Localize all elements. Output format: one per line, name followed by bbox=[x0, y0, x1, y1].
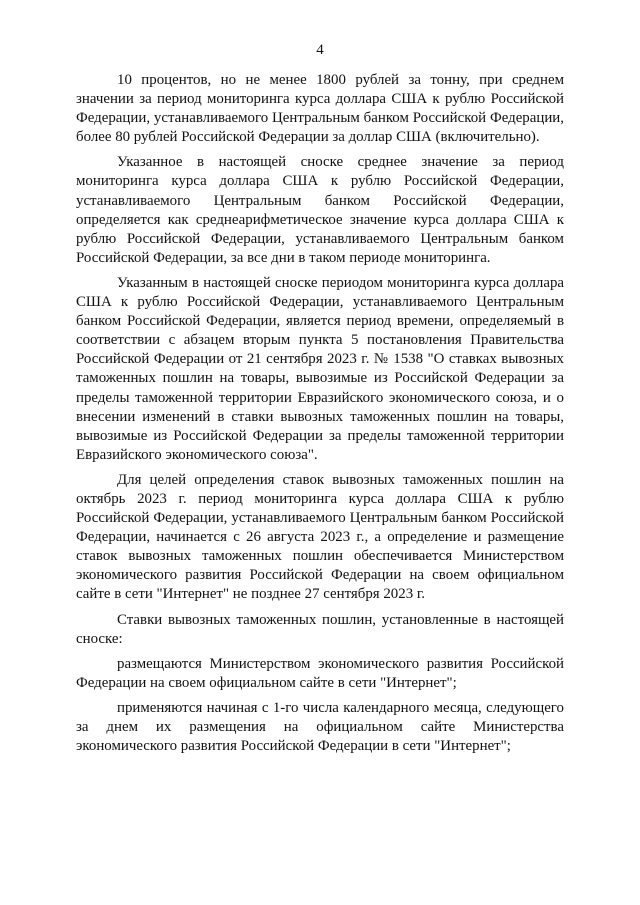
paragraph-rates-intro: Ставки вывозных таможенных пошлин, установленные в настоящей сноске: bbox=[76, 611, 564, 647]
paragraph-rates-publication: размещаются Министерством экономического развития Российской Федерации на своем официальном сайте в сети "Интернет"; bbox=[76, 655, 564, 691]
paragraph-average-value-definition: Указанное в настоящей сноске среднее значение за период мониторинга курса доллара США к рублю Российской Федерации, устанавливаемого Центральным банком Российской Федерации, определяется как среднеарифметическое значение курса доллара США к рублю Российской Федерации, устанавливаемого Центральным банком Российской Федерации, за все дни в таком периоде мониторинга. bbox=[76, 154, 564, 266]
paragraph-rates-application: применяются начиная с 1-го числа календарного месяца, следующего за днем их размещения на официальном сайте Министерства экономического развития Российской Федерации в сети "Интернет"; bbox=[76, 699, 564, 755]
paragraph-october-2023-rates: Для целей определения ставок вывозных таможенных пошлин на октябрь 2023 г. период мониторинга курса доллара США к рублю Российской Федерации, устанавливаемого Центральным банком Российской Федерации, начинается с 26 августа 2023 г., а определение и размещение ставок вывозных таможенных пошлин обеспечивается Министерством экономического развития Российской Федерации на своем официальном сайте в сети "Интернет" не позднее 27 сентября 2023 г. bbox=[76, 471, 564, 603]
document-body bbox=[76, 71, 564, 762]
page-number: 4 bbox=[316, 42, 324, 58]
paragraph-duty-rate-continuation: 10 процентов, но не менее 1800 рублей за тонну, при среднем значении за период мониторинга курса доллара США к рублю Российской Федерации, устанавливаемого Центральным банком Российской Федерации, более 80 рублей Российской Федерации за доллар США (включительно). bbox=[76, 72, 564, 146]
paragraph-monitoring-period-definition: Указанным в настоящей сноске периодом мониторинга курса доллара США к рублю Российской Федерации, устанавливаемого Центральным банком Российской Федерации, является период времени, определяемый в соответствии с абзацем вторым пункта 5 постановления Правительства Российской Федерации от 21 сентября 2023 г. № 1538 "О ставках вывозных таможенных пошлин на товары, вывозимые из Российской Федерации за пределы таможенной территории Евразийского экономического союза, и о внесении изменений в ставки вывозных таможенных пошлин на товары, вывозимые из Российской Федерации за пределы таможенной территории Евразийского экономического союза". bbox=[76, 274, 564, 463]
